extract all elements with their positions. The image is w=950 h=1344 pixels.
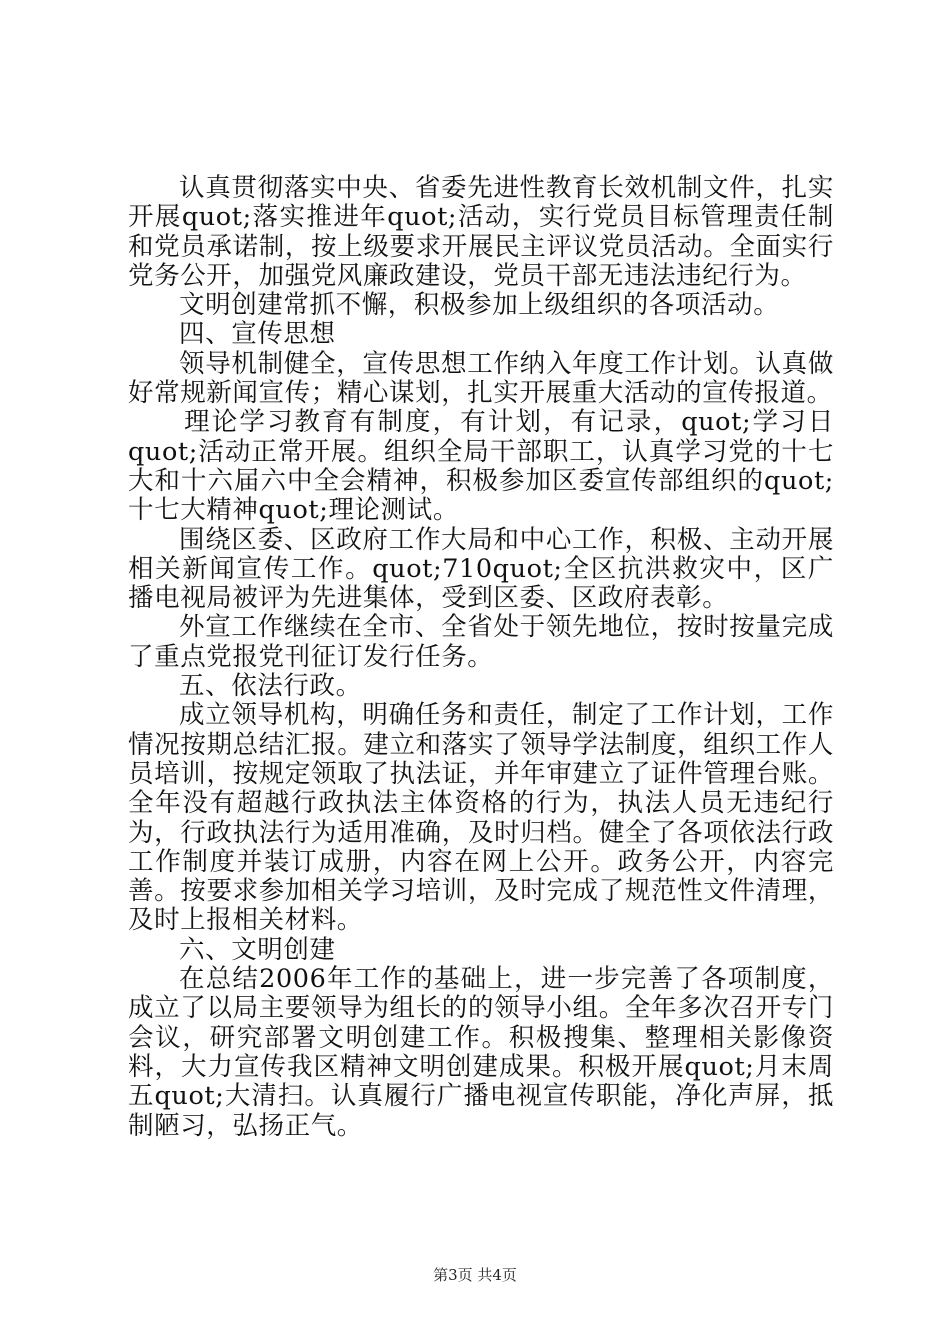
paragraph-news-publicity: 围绕区委、区政府工作大局和中心工作，积极、主动开展相关新闻宣传工作。quot;710quot;全区抗洪救灾中，区广播电视局被评为先进集体，受到区委、区政府表彰。	[128, 524, 834, 614]
paragraph-external-publicity: 外宣工作继续在全市、全省处于领先地位，按时按量完成了重点党报党刊征订发行任务。	[128, 612, 834, 672]
paragraph-theory-study: 理论学习教育有制度，有计划，有记录，quot;学习日quot;活动正常开展。组织全局干部职工，认真学习党的十七大和十六届六中全会精神，积极参加区委宣传部组织的quot;十七大精神quot;理论测试。	[128, 407, 834, 526]
section-heading-law-administration: 五、依法行政。	[179, 671, 362, 702]
section-heading-publicity: 四、宣传思想	[179, 319, 336, 350]
page-number-footer: 第3页 共4页	[433, 1266, 517, 1284]
section-heading-civilization: 六、文明创建	[179, 934, 336, 965]
paragraph-leadership-mechanism: 领导机制健全，宣传思想工作纳入年度工作计划。认真做好常规新闻宣传；精心谋划，扎实开展重大活动的宣传报道。	[128, 348, 834, 409]
paragraph-party-building: 认真贯彻落实中央、省委先进性教育长效机制文件，扎实开展quot;落实推进年quot;活动，实行党员目标管理责任制和党员承诺制，按上级要求开展民主评议党员活动。全面实行党务公开，加强党风廉政建设，党员干部无违法违纪行为。	[128, 173, 834, 291]
paragraph-law-administration: 成立领导机构，明确任务和责任，制定了工作计划，工作情况按期总结汇报。建立和落实了领导学法制度，组织工作人员培训，按规定领取了执法证，并年审建立了证件管理台账。全年没有超越行政执法主体资格的行为，执法人员无违纪行为，行政执法行为适用准确，及时归档。健全了各项依法行政工作制度并装订成册，内容在网上公开。政务公开，内容完善。按要求参加相关学习培训，及时完成了规范性文件清理，及时上报相关材料。	[128, 700, 834, 936]
document-body	[128, 174, 834, 1141]
paragraph-civilization-work: 在总结2006年工作的基础上，进一步完善了各项制度，成立了以局主要领导为组长的的领导小组。全年多次召开专门会议，研究部署文明创建工作。积极搜集、整理相关影像资料，大力宣传我区精神文明创建成果。积极开展quot;月末周五quot;大清扫。认真履行广播电视宣传职能，净化声屏，抵制陋习，弘扬正气。	[128, 964, 834, 1141]
paragraph-civilization-activities: 文明创建常抓不懈，积极参加上级组织的各项活动。	[179, 290, 780, 321]
